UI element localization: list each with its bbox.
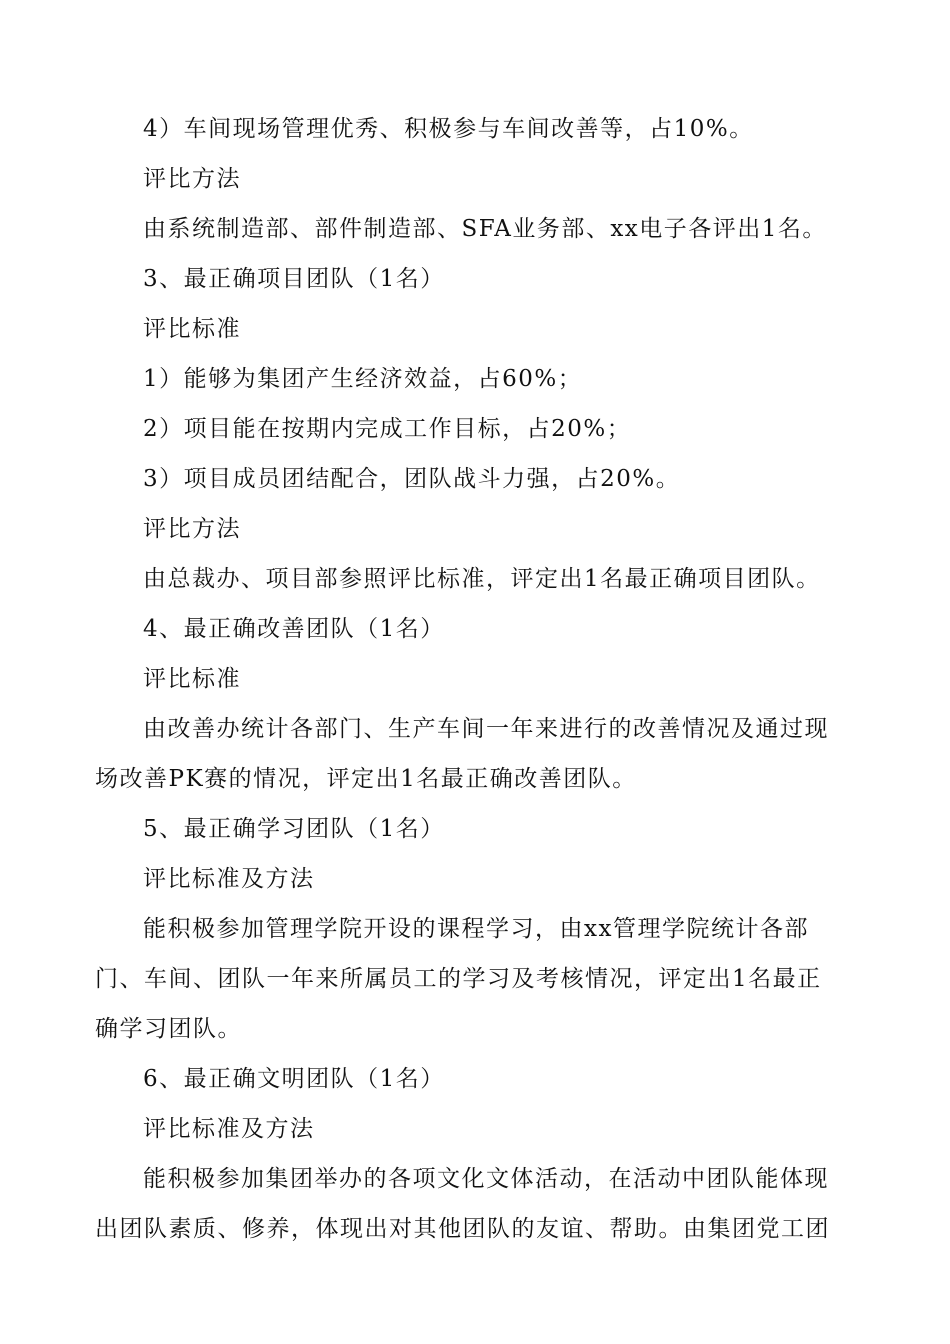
- text-line: 3）项目成员团结配合，团队战斗力强，占20%。: [143, 466, 681, 492]
- text-line: 由改善办统计各部门、生产车间一年来进行的改善情况及通过现: [143, 716, 829, 742]
- text-line: 能积极参加集团举办的各项文化文体活动，在活动中团队能体现: [143, 1166, 829, 1192]
- text-line: 2）项目能在按期内完成工作目标，占20%；: [143, 416, 632, 442]
- text-line: 由总裁办、项目部参照评比标准，评定出1名最正确项目团队。: [143, 566, 821, 592]
- section-heading: 4、最正确改善团队（1名）: [143, 616, 445, 642]
- section-subheading: 评比标准及方法: [143, 1116, 315, 1142]
- text-line: 门、车间、团队一年来所属员工的学习及考核情况，评定出1名最正: [95, 966, 822, 992]
- section-subheading: 评比标准及方法: [143, 866, 315, 892]
- document-body: [95, 104, 860, 1254]
- section-subheading: 评比方法: [143, 516, 241, 542]
- text-line: 场改善PK赛的情况，评定出1名最正确改善团队。: [95, 766, 637, 792]
- text-line: 出团队素质、修养，体现出对其他团队的友谊、帮助。由集团党工团: [95, 1216, 830, 1242]
- section-heading: 6、最正确文明团队（1名）: [143, 1066, 445, 1092]
- section-heading: 3、最正确项目团队（1名）: [143, 266, 445, 292]
- section-subheading: 评比方法: [143, 166, 241, 192]
- section-heading: 5、最正确学习团队（1名）: [143, 816, 445, 842]
- text-line: 确学习团队。: [95, 1016, 242, 1042]
- text-line: 4）车间现场管理优秀、积极参与车间改善等，占10%。: [143, 116, 754, 142]
- text-line: 能积极参加管理学院开设的课程学习，由xx管理学院统计各部: [143, 916, 809, 942]
- text-line: 1）能够为集团产生经济效益，占60%；: [143, 366, 583, 392]
- section-subheading: 评比标准: [143, 316, 241, 342]
- section-subheading: 评比标准: [143, 666, 241, 692]
- text-line: 由系统制造部、部件制造部、SFA业务部、xx电子各评出1名。: [143, 216, 827, 242]
